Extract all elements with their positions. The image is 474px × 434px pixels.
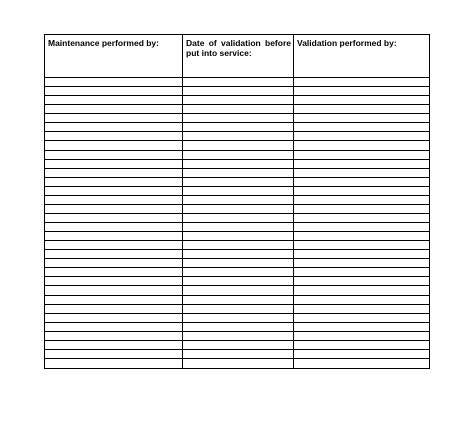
date-of-validation-header: Date of validation before put into service: — [183, 35, 294, 78]
table-cell[interactable] — [294, 196, 429, 205]
table-cell[interactable] — [45, 223, 183, 232]
table-cell[interactable] — [183, 169, 294, 178]
table-cell[interactable] — [183, 305, 294, 314]
table-cell[interactable] — [183, 214, 294, 223]
table-cell[interactable] — [45, 341, 183, 350]
table-cell[interactable] — [183, 314, 294, 323]
table-cell[interactable] — [183, 268, 294, 277]
table-cell[interactable] — [183, 250, 294, 259]
table-cell[interactable] — [183, 277, 294, 286]
table-cell[interactable] — [183, 223, 294, 232]
table-cell[interactable] — [294, 332, 429, 341]
table-cell[interactable] — [294, 178, 429, 187]
table-cell[interactable] — [183, 87, 294, 96]
table-cell[interactable] — [183, 323, 294, 332]
table-cell[interactable] — [45, 214, 183, 223]
table-cell[interactable] — [45, 314, 183, 323]
table-cell[interactable] — [45, 205, 183, 214]
table-cell[interactable] — [183, 187, 294, 196]
table-cell[interactable] — [45, 132, 183, 141]
table-cell[interactable] — [294, 205, 429, 214]
table-cell[interactable] — [294, 323, 429, 332]
table-cell[interactable] — [183, 178, 294, 187]
table-cell[interactable] — [294, 359, 429, 368]
table-cell[interactable] — [183, 123, 294, 132]
table-cell[interactable] — [294, 232, 429, 241]
table-cell[interactable] — [183, 259, 294, 268]
table-cell[interactable] — [294, 341, 429, 350]
table-cell[interactable] — [45, 123, 183, 132]
table-cell[interactable] — [45, 241, 183, 250]
table-cell[interactable] — [294, 268, 429, 277]
table-cell[interactable] — [294, 160, 429, 169]
table-cell[interactable] — [183, 232, 294, 241]
table-cell[interactable] — [45, 78, 183, 87]
table-cell[interactable] — [183, 141, 294, 150]
table-cell[interactable] — [45, 268, 183, 277]
table-cell[interactable] — [294, 78, 429, 87]
table-cell[interactable] — [183, 359, 294, 368]
table-cell[interactable] — [294, 123, 429, 132]
table-cell[interactable] — [294, 105, 429, 114]
table-cell[interactable] — [45, 187, 183, 196]
table-cell[interactable] — [183, 296, 294, 305]
table-cell[interactable] — [294, 350, 429, 359]
table-cell[interactable] — [45, 178, 183, 187]
table-cell[interactable] — [183, 151, 294, 160]
table-cell[interactable] — [45, 286, 183, 295]
validation-performed-by-header: Validation performed by: — [294, 35, 429, 78]
table-cell[interactable] — [294, 286, 429, 295]
table-cell[interactable] — [183, 286, 294, 295]
table-cell[interactable] — [294, 96, 429, 105]
table-cell[interactable] — [183, 132, 294, 141]
table-cell[interactable] — [45, 277, 183, 286]
maintenance-performed-by-header: Maintenance performed by: — [45, 35, 183, 78]
table-cell[interactable] — [45, 323, 183, 332]
table-cell[interactable] — [183, 205, 294, 214]
table-cell[interactable] — [294, 223, 429, 232]
table-cell[interactable] — [45, 350, 183, 359]
table-cell[interactable] — [45, 141, 183, 150]
table-cell[interactable] — [45, 259, 183, 268]
table-cell[interactable] — [45, 160, 183, 169]
table-cell[interactable] — [294, 87, 429, 96]
table-cell[interactable] — [45, 105, 183, 114]
table-cell[interactable] — [294, 277, 429, 286]
table-cell[interactable] — [294, 314, 429, 323]
table-cell[interactable] — [294, 169, 429, 178]
table-cell[interactable] — [45, 114, 183, 123]
table-cell[interactable] — [294, 187, 429, 196]
maintenance-validation-table — [44, 34, 430, 369]
table-cell[interactable] — [45, 151, 183, 160]
table-cell[interactable] — [183, 241, 294, 250]
table-cell[interactable] — [294, 259, 429, 268]
table-cell[interactable] — [294, 151, 429, 160]
table-cell[interactable] — [183, 105, 294, 114]
table-cell[interactable] — [183, 350, 294, 359]
table-cell[interactable] — [45, 196, 183, 205]
table-cell[interactable] — [45, 169, 183, 178]
table-cell[interactable] — [183, 196, 294, 205]
table-cell[interactable] — [183, 114, 294, 123]
table-cell[interactable] — [294, 141, 429, 150]
table-cell[interactable] — [294, 296, 429, 305]
table-cell[interactable] — [45, 87, 183, 96]
table-cell[interactable] — [183, 78, 294, 87]
table-cell[interactable] — [45, 359, 183, 368]
table-cell[interactable] — [45, 332, 183, 341]
table-cell[interactable] — [45, 250, 183, 259]
table-cell[interactable] — [294, 114, 429, 123]
table-cell[interactable] — [45, 96, 183, 105]
table-cell[interactable] — [45, 232, 183, 241]
table-cell[interactable] — [294, 241, 429, 250]
table-cell[interactable] — [183, 160, 294, 169]
table-cell[interactable] — [294, 214, 429, 223]
table-cell[interactable] — [183, 332, 294, 341]
table-cell[interactable] — [183, 341, 294, 350]
table-cell[interactable] — [294, 132, 429, 141]
table-cell[interactable] — [45, 296, 183, 305]
table-cell[interactable] — [183, 96, 294, 105]
table-cell[interactable] — [45, 305, 183, 314]
table-cell[interactable] — [294, 305, 429, 314]
table-cell[interactable] — [294, 250, 429, 259]
